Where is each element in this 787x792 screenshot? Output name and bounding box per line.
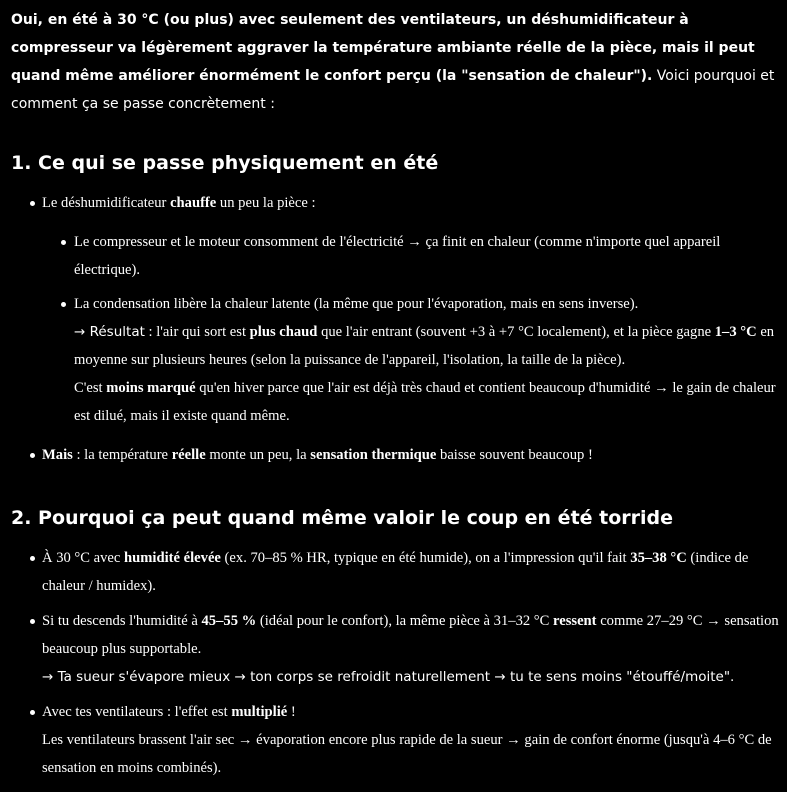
bullet-disc bbox=[30, 453, 35, 458]
list-item-chauffe: Le déshumidificateur chauffe un peu la pièce : bbox=[42, 195, 316, 211]
intro-text: Voici pourquoi et comment ça se passe concrètement : bbox=[11, 68, 775, 112]
bullet-disc bbox=[61, 240, 66, 245]
section-2-heading: 2. Pourquoi ça peut quand même valoir le coup en été torride bbox=[11, 507, 674, 529]
intro-paragraph bbox=[11, 6, 781, 118]
bullet-disc bbox=[61, 302, 66, 307]
bullet-disc bbox=[30, 619, 35, 624]
sub-item-condensation: La condensation libère la chaleur latente (la même que pour l'évaporation, mais en sens inverse). → Résultat : l'air qui sort est plus chaud que l'air entrant (souvent +3 à +7 °C localement), et la pièce gagne 1–3 °C en moyenne sur plusieurs heures (selon la puissance de l'appareil, l'isolation, la taille de la pièce). C'est moins marqué qu'en hiver parce que l'air est déjà très chaud et contient beaucoup d'humidité → le gain de chaleur est dilué, mais il existe quand même. bbox=[74, 296, 776, 424]
intro-bold: Oui, en été à 30 °C (ou plus) avec seulement des ventilateurs, un déshumidificateur à compresseur va légèrement aggraver la température ambiante réelle de la pièce, mais il peut quand même améliorer énormément le confort perçu (la "sensation de chaleur"). bbox=[11, 12, 755, 84]
bullet-disc bbox=[30, 710, 35, 715]
section-1-heading: 1. Ce qui se passe physiquement en été bbox=[11, 152, 439, 174]
list-item-ventilateurs: Avec tes ventilateurs : l'effet est multiplié ! Les ventilateurs brassent l'air sec → évaporation encore plus rapide de la sueur → gain de confort énorme (jusqu'à 4–6 °C de sensation en moins combinés). bbox=[42, 704, 772, 776]
list-item-mais: Mais : la température réelle monte un peu, la sensation thermique baisse souvent beaucoup ! bbox=[42, 447, 593, 463]
bullet-disc bbox=[30, 201, 35, 206]
list-item-humidity: À 30 °C avec humidité élevée (ex. 70–85 % HR, typique en été humide), on a l'impression qu'il fait 35–38 °C (indice de chaleur / humidex). bbox=[42, 550, 749, 594]
list-item-descend-humidity: Si tu descends l'humidité à 45–55 % (idéal pour le confort), la même pièce à 31–32 °C ressent comme 27–29 °C → sensation beaucoup plus supportable. → Ta sueur s'évapore mieux → ton corps se refroidit naturellement → tu te sens moins "étouffé/moite". bbox=[42, 613, 779, 685]
bullet-disc bbox=[30, 556, 35, 561]
sub-item-compressor: Le compresseur et le moteur consomment de l'électricité → ça finit en chaleur (comme n'importe quel appareil électrique). bbox=[74, 234, 721, 278]
